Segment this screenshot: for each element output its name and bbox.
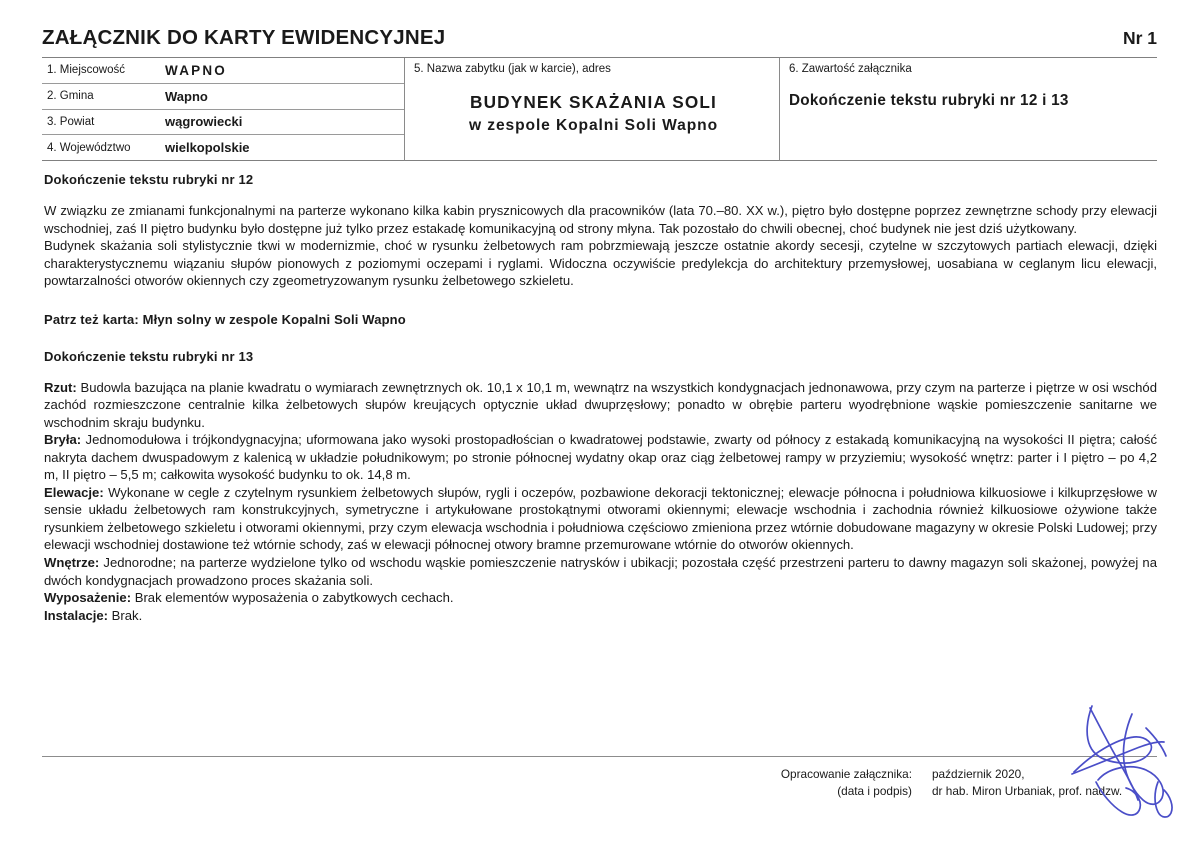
section-rubryka-12 — [44, 172, 1157, 290]
entry-lead: Rzut: — [44, 379, 77, 395]
header-table — [42, 57, 1157, 161]
footer-divider — [42, 756, 1157, 757]
field-label: 2. Gmina — [47, 90, 94, 103]
entry-text: Brak elementów wyposażenia o zabytkowych cechach. — [131, 590, 454, 606]
field-label: 1. Miejscowość — [47, 64, 125, 77]
page-title: ZAŁĄCZNIK DO KARTY EWIDENCYJNEJ — [42, 26, 446, 49]
entry-lead: Instalacje: — [44, 607, 109, 623]
entry-text: Jednomodułowa i trójkondygnacyjna; uformowana jako wysoki prostopadłościan o kwadratowej podstawie, zwarty od północy z estakadą komunikacyjną na wysokości II piętra; całość nakryta dachem dwuspadowym z kalenicą w układzie południkowym; po stronie północnej wydatny okap oraz ciąg żelbetowej rampy w przyziemiu; wysokość wnętrz: parter i I piętro – po 4,2 m, II piętro – 5,5 m; całkowita wysokość budynku to ok. 14,8 m. — [44, 432, 1157, 483]
footer-label — [780, 766, 932, 800]
monument-name-caption: 5. Nazwa zabytku (jak w karcie), adres — [414, 63, 611, 75]
paragraph-12-1: W związku ze zmianami funkcjonalnymi na parterze wykonano kilka kabin prysznicowych dla pracowników (lata 70.–80. XX w.), piętro było dostępne poprzez zewnętrzne schody przy elewacji wschodniej, zaś II piętro budynku było dostępne już tylko przez estakadę komunikacyjną od strony młyna. Tak pozostało do chwili obecnej, choć budynek nie jest dziś użytkowany. — [44, 203, 1157, 236]
entry-lead: Wnętrze: — [44, 554, 100, 570]
entry-lead: Bryła: — [44, 432, 82, 448]
field-miejscowosc — [42, 58, 404, 84]
location-fields — [42, 58, 404, 161]
field-label: 4. Województwo — [47, 141, 131, 154]
field-powiat — [42, 110, 404, 136]
attachment-content-caption: 6. Zawartość załącznika — [789, 63, 912, 75]
footer-value — [932, 766, 1122, 800]
entry-lead: Elewacje: — [44, 484, 104, 500]
see-also-note: Patrz też karta: Młyn solny w zespole Kopalni Soli Wapno — [44, 311, 406, 327]
field-value: Wapno — [165, 88, 208, 104]
footer-date: październik 2020, — [932, 767, 1025, 781]
entry-lead: Wyposażenie: — [44, 590, 132, 606]
field-gmina — [42, 84, 404, 110]
entry-rzut — [44, 379, 1157, 432]
document-body — [44, 172, 1157, 624]
section-heading-13: Dokończenie tekstu rubryki nr 13 — [44, 348, 254, 364]
section-rubryka-13 — [44, 349, 1157, 624]
field-value: wągrowiecki — [165, 114, 243, 130]
entry-elewacje — [44, 484, 1157, 554]
footer-author: dr hab. Miron Urbaniak, prof. nadzw. — [932, 783, 1123, 798]
attachment-number: Nr 1 — [1122, 28, 1157, 48]
monument-name-cell — [404, 58, 779, 161]
document-header — [42, 28, 1157, 49]
entry-text: Brak. — [108, 607, 143, 623]
monument-name-value — [414, 90, 779, 137]
entry-instalacje — [44, 607, 1157, 625]
entry-text: Budowla bazująca na planie kwadratu o wymiarach zewnętrznych ok. 10,1 x 10,1 m, wewnątrz na wszystkich kondygnacjach jednonawowa, przy czym na parterze i piętrze w osi wschód zachód rozmieszczone centralnie kilka żelbetowych słupów kreujących optycznie układ dwuprzęsłowy; ponadto w obrębie parteru wyodrębnione wąskie pomieszczenie sanitarne we wschodnim skraju budynku. — [44, 379, 1157, 430]
attachment-content-cell — [779, 58, 1157, 161]
footer-signature-block — [780, 766, 1160, 800]
field-value: wielkopolskie — [165, 140, 250, 156]
footer-label-line2: (data i podpis) — [837, 783, 912, 798]
entry-bryla — [44, 431, 1157, 484]
section-heading-12: Dokończenie tekstu rubryki nr 12 — [44, 172, 254, 187]
entry-wnetrze — [44, 554, 1157, 589]
handwritten-signature-icon — [1046, 688, 1186, 820]
entry-text: Jednorodne; na parterze wydzielone tylko od wschodu wąskie pomieszczenie natrysków i ubikacji; pozostała część przestrzeni parteru to dawny magazyn soli skażonej, powyżej na dwóch kondygnacjach prowadzono proces skażania soli. — [44, 554, 1157, 588]
monument-name-line2: w zespole Kopalni Soli Wapno — [468, 116, 718, 134]
attachment-content-value: Dokończenie tekstu rubryki nr 12 i 13 — [789, 92, 1069, 110]
page-bottom-edge — [0, 838, 1199, 847]
monument-name-line1: BUDYNEK SKAŻANIA SOLI — [470, 92, 717, 113]
paragraph-12-2: Budynek skażania soli stylistycznie tkwi w modernizmie, choć w rysunku żelbetowych ram pobrzmiewają jeszcze ostatnie akordy secesji, czytelne w szczytowych partiach elewacji, dzięki charakterystycznemu wiązaniu słupów pionowych z poziomymi oczepami i ryglami. Widoczna oczywiście predylekcja do architektury przemysłowej, uosabiana w ceglanym licu elewacji, powtarzalności otworów okiennych czy zgeometryzowanym rysunku żelbetowego szkieletu. — [44, 238, 1157, 289]
entry-wyposazenie — [44, 589, 1157, 607]
field-label: 3. Powiat — [47, 115, 95, 128]
entry-text: Wykonane w cegle z czytelnym rysunkiem żelbetowych słupów, rygli i oczepów, pozbawione dekoracji tektonicznej; elewacje północna i południowa kilkuosiowe i kilkuprzęsłowe w sensie układu żelbetowych ram konstrukcyjnych, symetryczne i artykułowane prostokątnymi otworami okiennymi; elewacje wschodnia i zachodnia również kilkuosiowe ożywione także rysunkiem żelbetowego szkieletu i otworami okiennymi, przy czym elewacja wschodnia i południowa częściowo zmieniona przez wtórnie dobudowane magazyny w okresie Polski Ludowej; przy elewacji wschodniej dostawione też wtórnie schody, zaś w elewacji północnej otwory bramne przemurowane wtórnie do otworów okiennych. — [44, 484, 1157, 553]
footer-label-line1: Opracowanie załącznika: — [780, 767, 912, 781]
field-value: WAPNO — [165, 62, 228, 78]
field-wojewodztwo — [42, 135, 404, 161]
